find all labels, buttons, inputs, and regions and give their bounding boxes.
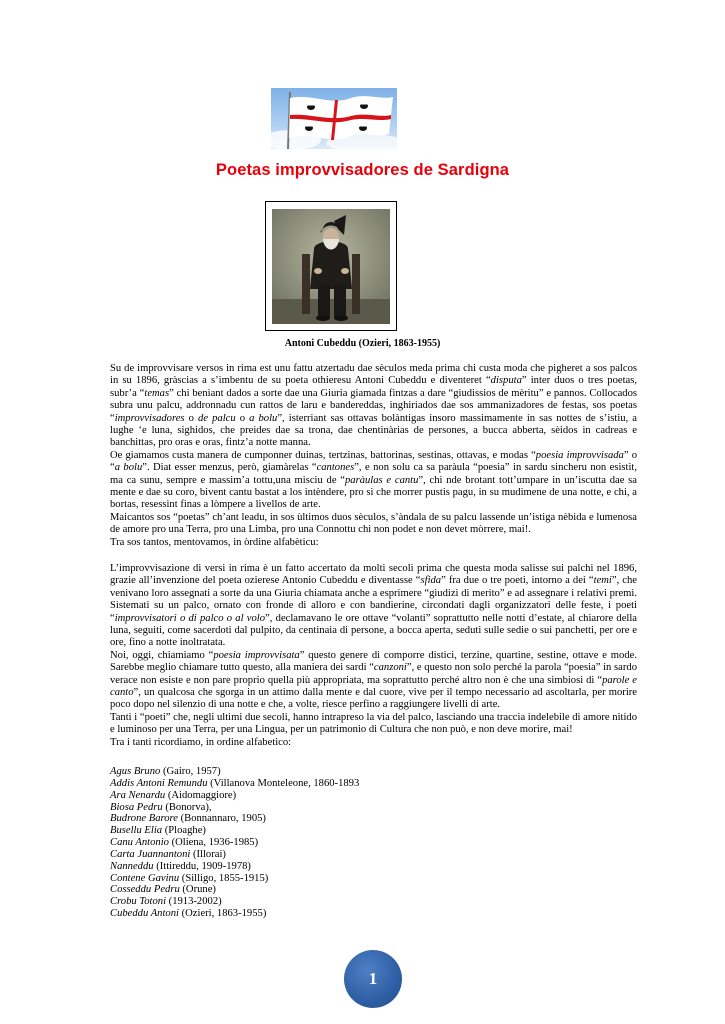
poet-list-item [110,766,510,778]
sardinian-flag-image [271,88,397,149]
portrait-photo [272,209,390,324]
poet-info: (Oliena, 1936-1985) [168,837,259,849]
poet-info: (Orune) [179,884,216,896]
poet-info: (Illorai) [190,848,226,860]
text-run: Su de improvvisare versos in rima est unu fattu atzertadu dae sèculos meda prima chi custa moda che pigheret a sos palcos in su 1896, gràscias a s’imbentu de su poeta othieresu Antoni Cubeddu e diventeret “ [110,363,637,387]
poet-name: Canu Antonio [110,837,169,849]
text-run: ”, isterriant sas ottavas bolàntigas insoro massimamente in sas nottes de s’istiu, a lughe ‘e luna, sighidos, che preides dae sa trona, dae chentinàrias de persones, a bucca abberta, sèidos in cadreas e banchittas, pro oras e oras, fintz’a notte manna. [110,412,638,449]
italic-run: de palcu [198,412,236,424]
text-run: ”, un qualcosa che sgorga in un attimo dalla mente e dal cuore, vive per il tempo necessario ad ascoltarla, per morire poco dopo nel silenzio di una notte e che, a volte, riesce perfino a raggiungere livelli di arte. [110,687,637,711]
poet-name: Cubeddu Antoni [110,908,179,920]
text-run: ”, che venivano loro assegnati a sorte da una Giuria chiamata anche a esprimere “giudizi di merito” e ad assegnare i relativi premi. Sistemati su un palco, ornato con fronde di alloro e con bandierine, circondati dagli organizzatori delle feste, i poeti “ [110,575,638,624]
text-run: o [235,412,250,424]
poet-info: (Ittireddu, 1909-1978) [153,860,251,872]
italic-run: temi [593,575,612,587]
poet-name: Carta Juannantoni [110,848,191,860]
ital-paragraph-3: Tanti i “poeti” che, negli ultimi due secoli, hanno intrapreso la via del palco, lasciando una traccia indelebile di amore nitido e luminoso per una Terra, per una Lingua, per un patrimonio di Cultura che non può, e non deve morire, mai! [110,711,637,736]
italic-run: improvvisadores [114,412,185,424]
italic-run: a bolu [114,462,143,474]
poet-list-item [110,873,510,885]
poet-list-item [110,802,510,814]
italic-run: cantones [316,462,355,474]
poet-list [110,766,510,920]
poet-name: Agus Bruno [110,766,161,777]
italic-run: parole e canto [110,674,637,699]
text-run: o [184,412,199,424]
sard-paragraph-4: Tra sos tantos, mentovamos, in òrdine alfabèticu: [110,536,319,548]
poet-list-item [110,790,510,802]
poet-list-item [110,861,510,873]
sard-paragraph-3: Maicantos sos “poetas” ch’ant leadu, in sos ùltimos duos sèculos, s’àndala de su palcu lassende un’istiga nèbida e lumenosa de amore pro una Terra, pro una Limba, pro una Connottu chi non podet e non devet mòrrere, mai!. [110,511,637,536]
ital-paragraph-4: Tra i tanti ricordiamo, in ordine alfabetico: [110,736,292,748]
text-run: ”, e non solu ca sa paràula “poesia” in sardu sincheru non esistit, ma ca sunu, sempre e massim’a tottu,una misciu de “ [110,462,637,486]
italic-run: disputa [490,375,522,387]
text-run: Noi, oggi, chiamiamo “ [110,649,214,661]
text-run: ”. Diat esser menzus, però, giamàrelas “ [142,462,317,474]
sard-paragraph-2 [110,450,637,512]
poet-info: (Silligo, 1855-1915) [179,872,269,884]
text-run: ” chi beniant dados a sorte dae una Giuria giamada fintzas a dare “giudissios de mèritu” e pannos. Collocados subra unu palcu, addronnadu cun rattos de laru e bandereddas, inghiriados dae sos ammanizadores de festas, sos poetas “ [110,387,637,424]
poet-name: Biosa Pedru [110,801,163,813]
poet-name: Ara Nenardu [110,789,166,801]
poet-info: (Aidomaggiore) [165,789,237,801]
italic-run: poesia improvvisata [213,649,300,661]
poet-name: Budrone Barore [110,813,178,825]
italic-run: paràulas e cantu [345,474,419,486]
text-run: L’improvvisazione di versi in rima è un fatto accertato da molti secoli prima che questa moda salisse sui palchi nel 1896, grazie all’invenzione del poeta ozierese Antonio Cubeddu e diventasse “ [110,563,637,587]
poet-info: (Ozieri, 1863-1955) [178,908,267,920]
ital-paragraph-2 [110,650,637,712]
poet-info: (1913-2002) [166,896,222,908]
page-title: Poetas improvvisadores de Sardigna [215,161,510,179]
poet-list-item [110,837,510,849]
text-run: ” o “ [110,449,637,474]
text-run: ”, e questo non solo perché la parola “poesia” in sardo verace non esiste e non pare proprio quella più appropriata, ma soprattutto perché altro non è che una simbiosi di “ [110,662,637,686]
sard-paragraph-1 [110,363,637,450]
poet-name: Cosseddu Pedru [110,884,180,896]
poet-info: (Bonorva), [162,801,212,813]
italic-run: poesia improvvisada [535,449,624,461]
text-run: Oe giamamos custa manera de cumponner duinas, tertzinas, battorinas, sestinas, ottavas, e modas “ [110,449,536,461]
text-run: ” inter duos o tres poetas, subr’a “ [110,375,637,399]
poet-list-item [110,813,510,825]
poet-name: Nanneddu [110,860,154,872]
photo-caption: Antoni Cubeddu (Ozieri, 1863-1955) [284,338,441,349]
text-run: ” fra due o tre poeti, intorno a dei “ [441,575,594,587]
italian-text [110,563,637,749]
ital-paragraph-1 [110,563,637,650]
italic-run: temas [144,387,170,399]
poet-name: Contene Gavinu [110,872,180,884]
text-run: ” questo genere di comporre distici, terzine, quartine, sestine, ottave e mode. Sarebbe meglio chiamare tutto questo, alla maniera dei sardi “ [110,649,637,674]
poet-name: Busellu Elia [110,825,163,837]
poet-list-item [110,896,510,908]
poet-info: (Villanova Monteleone, 1860-1893 [207,777,360,789]
poet-list-item [110,778,510,790]
italic-run: improvvisatori o di palco o al volo [114,612,266,624]
text-run: ”, chi nde brotant tott’umpare in un’iscutta dae sa mente e dae su coro, bivent cantu bastat a los intèndere, pro si che morrer pustis pagu, in su mudimene de una notte, e chi, a bortas, resessint finas a lòmpere a livellos de arte. [110,474,637,511]
poet-name: Crobu Totoni [110,896,167,908]
text-run: ”, declamavano le ore ottave “volanti” soprattutto nelle notti d’estate, al chiarore della luna, seguiti, come sacerdoti dal pulpito, da centinaia di persone, a bocca aperta, seduti sulle sedie o sui panchetti, per ore e ore, fino a notte inoltratata. [110,612,637,649]
poet-info: (Bonnannaro, 1905) [177,813,266,825]
poet-list-item [110,849,510,861]
portrait-photo-frame [265,201,397,331]
page-number-badge: 1 [344,950,402,1008]
italic-run: a bolu [249,412,278,424]
sardinian-text [110,363,637,549]
poet-list-item [110,908,510,920]
italic-run: canzoni [373,662,407,674]
poet-info: (Gairo, 1957) [160,766,221,777]
poet-list-item [110,884,510,896]
poet-info: (Ploaghe) [162,825,206,837]
poet-list-item [110,825,510,837]
poet-name: Addis Antoni Remundu [110,777,208,789]
italic-run: sfida [420,575,442,587]
